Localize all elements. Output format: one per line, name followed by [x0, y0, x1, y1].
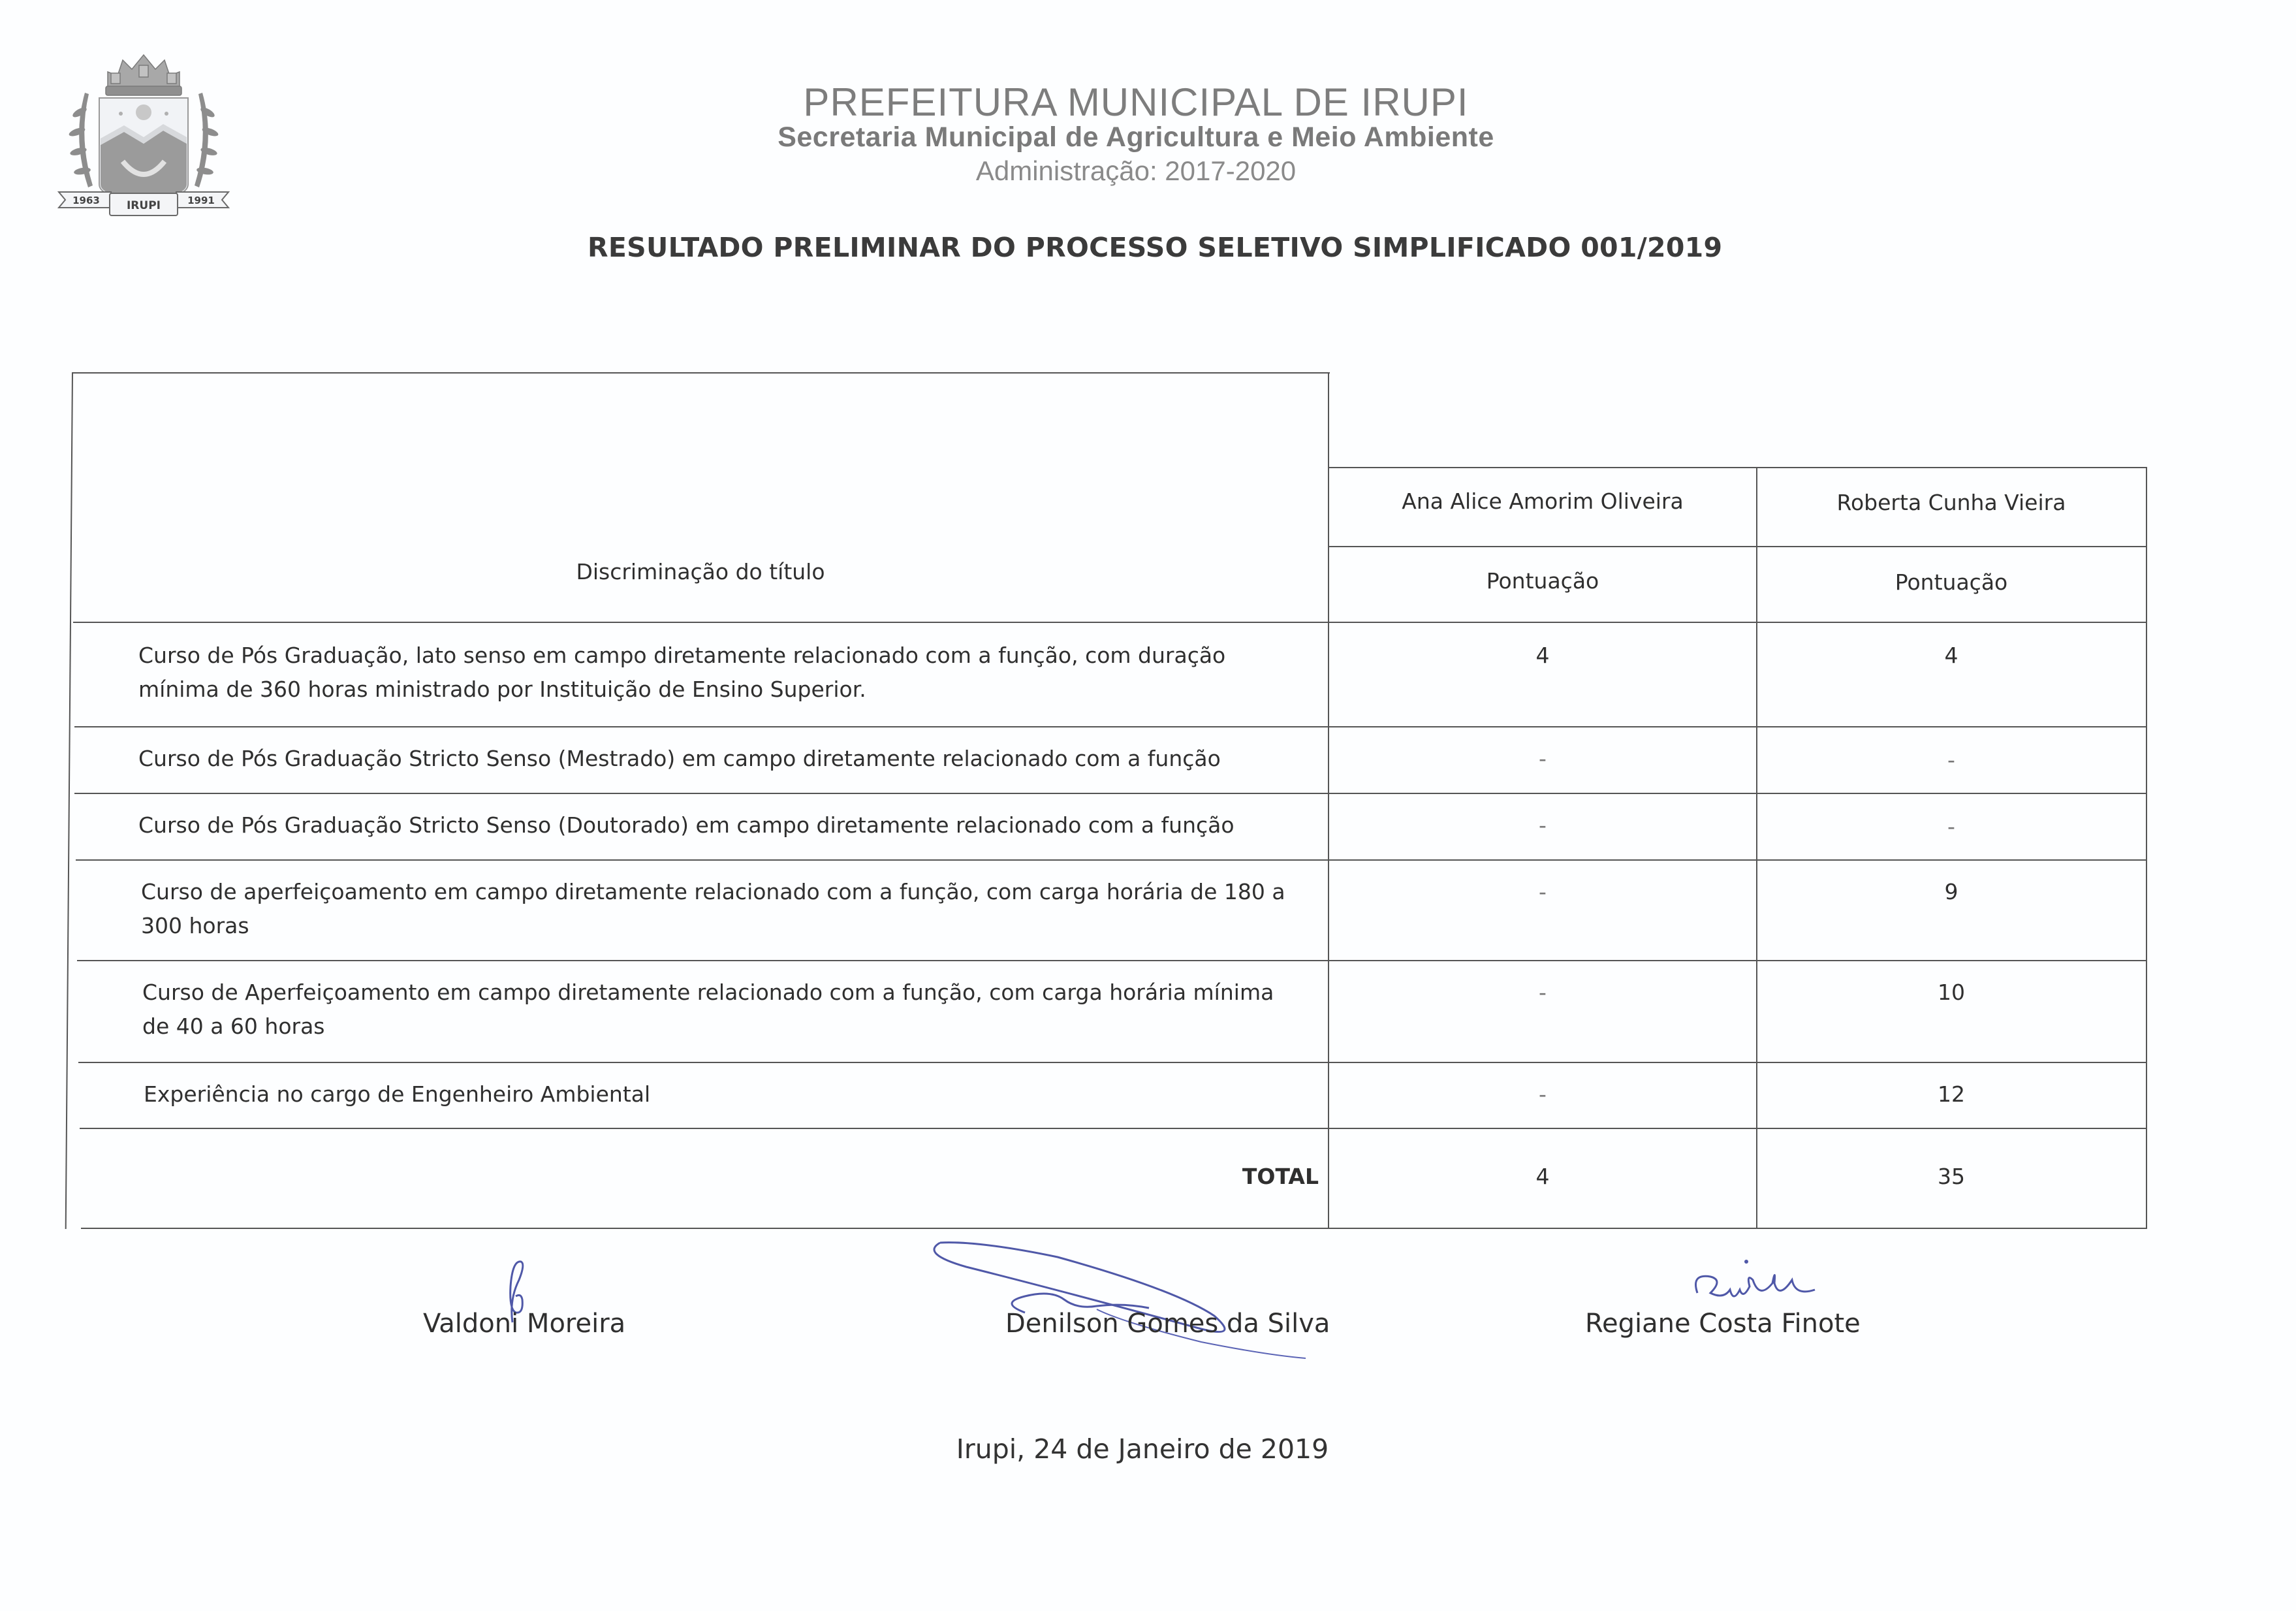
table-row-4-score-1: - — [1539, 879, 1547, 904]
signature-name-denilson: Denilson Gomes da Silva — [1005, 1309, 1330, 1339]
row-text-line: 300 horas — [141, 913, 249, 938]
row-text-line: Curso de aperfeiçoamento em campo diretamente relacionado com a função, com carga horária de 180 a — [141, 879, 1285, 904]
table-row-4-score-2: 9 — [1944, 879, 1958, 904]
total-score-2: 35 — [1938, 1164, 1965, 1189]
row-text-line: Curso de Pós Graduação, lato senso em campo diretamente relacionado com a função, com duração — [138, 643, 1226, 668]
signature-name-regiane: Regiane Costa Finote — [1585, 1309, 1861, 1339]
table-row-1-score-1: 4 — [1535, 643, 1550, 668]
header-prefeitura: PREFEITURA MUNICIPAL DE IRUPI — [803, 80, 1469, 124]
table-row-4-description — [141, 875, 1316, 943]
header-administracao: Administração: 2017-2020 — [975, 155, 1297, 186]
document-title: RESULTADO PRELIMINAR DO PROCESSO SELETIVO SIMPLIFICADO 001/2019 — [588, 232, 1723, 263]
table-row-6-score-1: - — [1539, 1081, 1547, 1107]
table-row-border — [74, 793, 2147, 794]
signature-denilson-icon — [927, 1237, 1319, 1362]
table-header-bottom — [73, 622, 2147, 623]
svg-text:1963: 1963 — [72, 195, 100, 206]
row-text-line: Curso de Aperfeiçoamento em campo diretamente relacionado com a função, com carga horária mínima — [142, 980, 1274, 1005]
svg-text:IRUPI: IRUPI — [126, 199, 161, 212]
table-row-3-score-2: - — [1947, 814, 1955, 839]
date-line: Irupi, 24 de Janeiro de 2019 — [956, 1433, 1329, 1465]
table-border-bottom — [81, 1228, 2147, 1229]
title-column-header: Discriminação do título — [576, 559, 825, 584]
coat-of-arms-logo — [46, 47, 242, 220]
header-secretaria: Secretaria Municipal de Agricultura e Meio Ambiente — [778, 121, 1494, 153]
row-text-line: mínima de 360 horas ministrado por Instituição de Ensino Superior. — [138, 677, 866, 702]
table-row-5-score-2: 10 — [1938, 980, 1965, 1005]
table-row-1-description — [138, 639, 1313, 707]
total-score-1: 4 — [1535, 1164, 1550, 1189]
table-border-left — [65, 372, 73, 1229]
table-row-6-description: Experiência no cargo de Engenheiro Ambiental — [144, 1081, 651, 1107]
table-header-separator — [1329, 546, 2147, 547]
table-row-border — [78, 1062, 2147, 1063]
table-row-5-score-1: - — [1539, 980, 1547, 1005]
score-label-1: Pontuação — [1486, 568, 1599, 594]
total-label: TOTAL — [1242, 1164, 1319, 1189]
table-row-2-description: Curso de Pós Graduação Stricto Senso (Mestrado) em campo diretamente relacionado com a função — [138, 746, 1221, 771]
table-row-2-score-1: - — [1539, 746, 1547, 771]
table-row-5-description — [142, 976, 1317, 1044]
candidate-name-1: Ana Alice Amorim Oliveira — [1402, 488, 1684, 514]
table-row-6-score-2: 12 — [1938, 1081, 1965, 1107]
table-row-border — [80, 1128, 2147, 1129]
table-row-border — [76, 859, 2147, 861]
crown-icon — [106, 55, 181, 95]
table-row-3-description: Curso de Pós Graduação Stricto Senso (Doutorado) em campo diretamente relacionado com a função — [138, 812, 1234, 838]
svg-text:1991: 1991 — [187, 195, 215, 206]
table-border-top-right — [1329, 467, 2147, 468]
table-row-1-score-2: 4 — [1944, 643, 1958, 668]
row-text-line: de 40 a 60 horas — [142, 1013, 325, 1039]
table-row-border — [77, 960, 2147, 961]
table-border-top-left — [72, 372, 1330, 374]
table-row-border — [74, 726, 2147, 727]
score-label-2: Pontuação — [1895, 569, 2008, 595]
table-border-right — [2146, 467, 2147, 1229]
table-row-3-score-1: - — [1539, 812, 1547, 838]
candidate-name-2: Roberta Cunha Vieira — [1836, 490, 2066, 515]
signature-name-valdoni: Valdoni Moreira — [423, 1309, 626, 1339]
table-row-2-score-2: - — [1947, 747, 1955, 773]
